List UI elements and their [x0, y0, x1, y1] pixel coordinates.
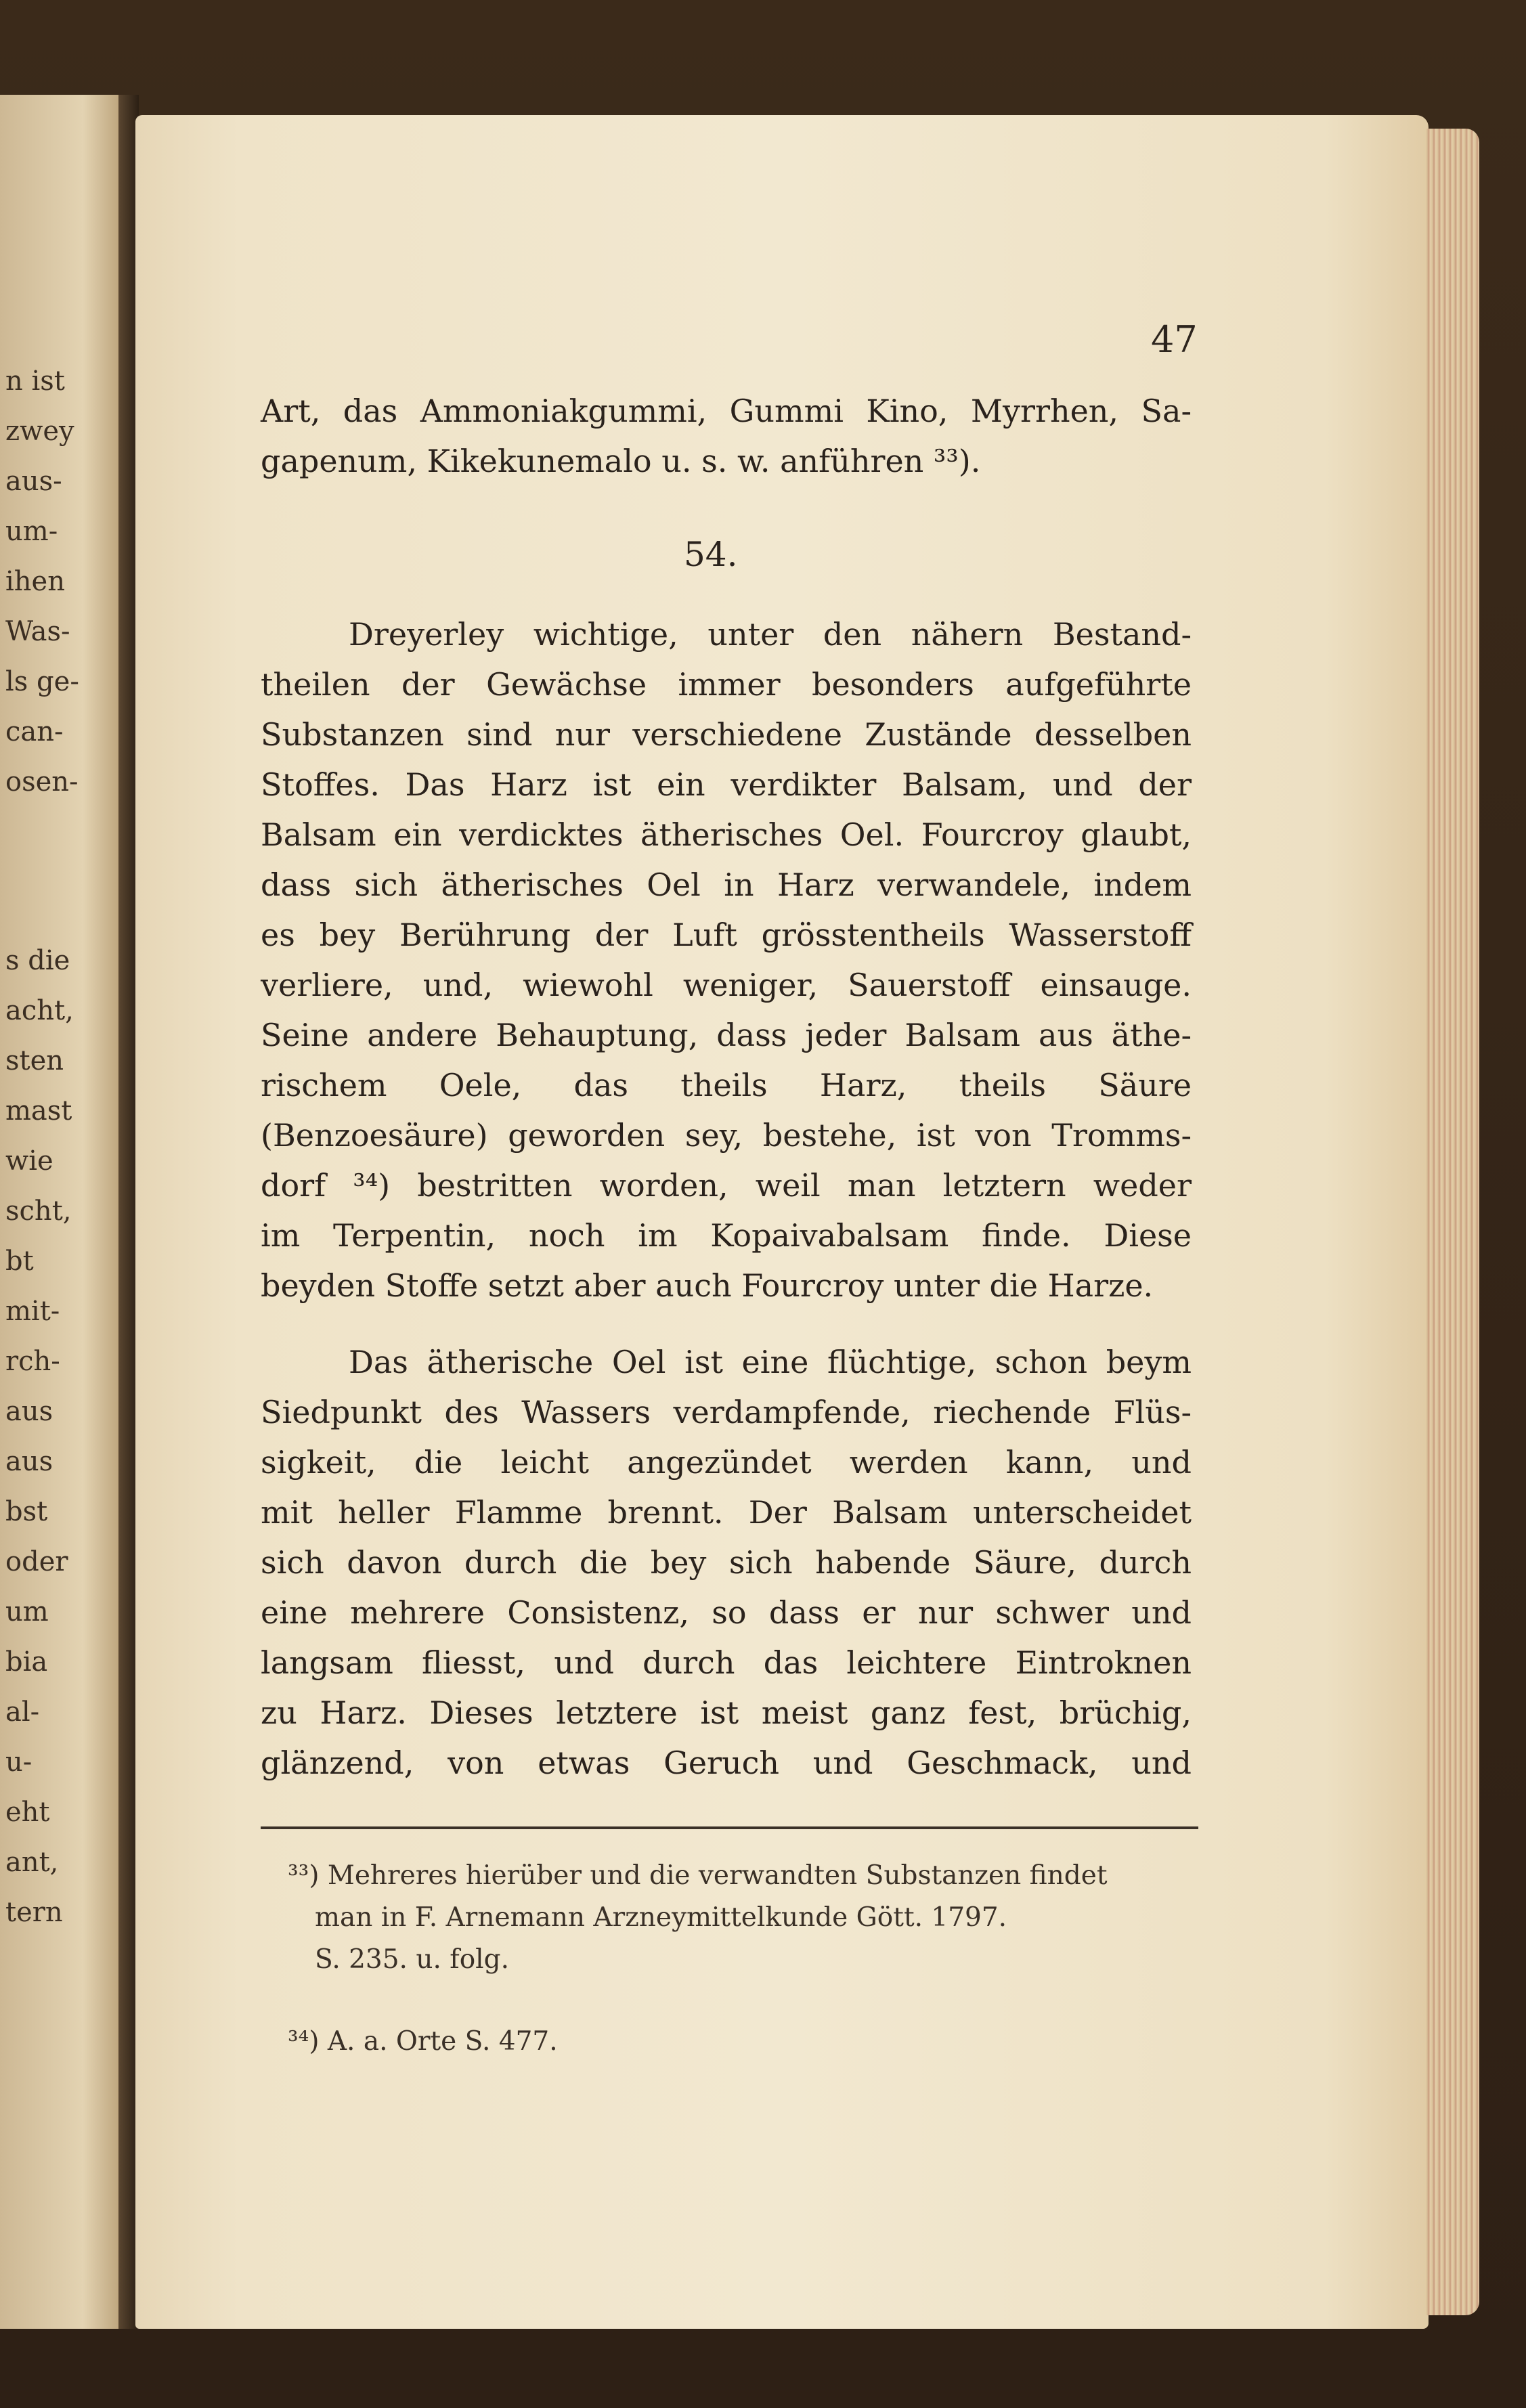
left-page-fragment: um	[5, 1596, 49, 1627]
left-page-fragment: aus-	[5, 466, 62, 497]
left-page-fragment: um-	[5, 516, 58, 547]
footnote-34	[288, 2021, 1198, 2063]
left-page-fragment: acht,	[5, 995, 74, 1026]
text-line: langsam fliesst, und durch das leichtere Eintroknen	[261, 1644, 1192, 1681]
text-line: Seine andere Behauptung, dass jeder Balsam aus äthe-	[261, 1017, 1192, 1053]
text-line: rischem Oele, das theils Harz, theils Säure	[261, 1067, 1192, 1103]
text-line: gapenum, Kikekunemalo u. s. w. anführen ³³).	[261, 443, 981, 479]
left-page-fragment: bt	[5, 1246, 34, 1277]
text-line: dass sich ätherisches Oel in Harz verwandele, indem	[261, 867, 1192, 903]
text-line: beyden Stoffe setzt aber auch Fourcroy unter die Harze.	[261, 1267, 1154, 1304]
text-line: sigkeit, die leicht angezündet werden kann, und	[261, 1444, 1192, 1481]
left-page-fragment: n ist	[5, 366, 65, 397]
text-line: verliere, und, wiewohl weniger, Sauerstoff einsauge.	[261, 967, 1192, 1003]
paragraph-1	[261, 609, 1192, 1311]
left-page-fragment: Was-	[5, 616, 70, 647]
left-page-fragment: wie	[5, 1145, 53, 1177]
left-page-fragment: rch-	[5, 1346, 60, 1377]
text-line: dorf ³⁴) bestritten worden, weil man letztern weder	[261, 1167, 1192, 1204]
left-page-fragment: bst	[5, 1496, 48, 1527]
footnote-line: ³⁴) A. a. Orte S. 477.	[288, 2026, 558, 2057]
left-page-edge	[0, 95, 118, 2329]
left-page-fragment: aus	[5, 1446, 53, 1477]
text-line: Art, das Ammoniakgummi, Gummi Kino, Myrrhen, Sa-	[261, 393, 1192, 429]
left-page-fragment: mast	[5, 1095, 72, 1126]
text-line: eine mehrere Consistenz, so dass er nur schwer und	[261, 1594, 1192, 1631]
left-page-fragment: can-	[5, 716, 64, 747]
left-page-fragment: oder	[5, 1546, 68, 1577]
left-page-fragment: ihen	[5, 566, 65, 597]
left-page-fragment: osen-	[5, 766, 79, 797]
left-page-fragment: u-	[5, 1747, 32, 1778]
text-line: Stoffes. Das Harz ist ein verdikter Balsam, und der	[261, 766, 1192, 803]
text-line: es bey Berührung der Luft grösstentheils Wasserstoff	[261, 917, 1192, 953]
text-line: Das ätherische Oel ist eine flüchtige, schon beym	[349, 1344, 1192, 1380]
text-line: glänzend, von etwas Geruch und Geschmack, und	[261, 1745, 1192, 1781]
text-line: sich davon durch die bey sich habende Säure, durch	[261, 1544, 1192, 1581]
text-line: (Benzoesäure) geworden sey, bestehe, ist von Tromms-	[261, 1117, 1192, 1154]
left-page-fragment: al-	[5, 1696, 40, 1728]
left-page-fragment: s die	[5, 945, 70, 976]
page-number: 47	[1151, 318, 1198, 361]
left-page-fragment: sten	[5, 1045, 64, 1076]
page-block-edge	[1425, 129, 1479, 2315]
text-line: mit heller Flamme brennt. Der Balsam unterscheidet	[261, 1494, 1192, 1531]
left-page-fragment: eht	[5, 1797, 50, 1828]
text-line: Balsam ein verdicktes ätherisches Oel. Fourcroy glaubt,	[261, 816, 1192, 853]
left-page-fragment: ls ge-	[5, 666, 79, 697]
text-line: im Terpentin, noch im Kopaivabalsam finde. Diese	[261, 1217, 1192, 1254]
footnote-line: ³³) Mehreres hierüber und die verwandten Substanzen findet	[288, 1860, 1108, 1891]
left-page-fragment: scht,	[5, 1196, 72, 1227]
footnote-line: man in F. Arnemann Arzneymittelkunde Gött. 1797.	[315, 1902, 1007, 1933]
left-page-fragment: bia	[5, 1646, 48, 1678]
left-page-fragment: mit-	[5, 1296, 60, 1327]
left-page-fragment: ant,	[5, 1847, 59, 1878]
left-page-fragment: aus	[5, 1396, 53, 1427]
footnote-line: S. 235. u. folg.	[315, 1944, 510, 1975]
left-page-fragment: zwey	[5, 416, 74, 447]
paragraph-2	[261, 1337, 1192, 1788]
text-line: zu Harz. Dieses letztere ist meist ganz fest, brüchig,	[261, 1694, 1192, 1731]
text-line: theilen der Gewächse immer besonders aufgeführte	[261, 666, 1192, 703]
text-line: Substanzen sind nur verschiedene Zustände desselben	[261, 716, 1192, 753]
text-line: Siedpunkt des Wassers verdampfende, riechende Flüs-	[261, 1394, 1192, 1430]
left-page-fragment: tern	[5, 1897, 63, 1928]
section-heading: 54.	[684, 535, 738, 574]
footnote-33	[288, 1855, 1198, 1981]
footnote-rule	[261, 1826, 1198, 1829]
text-line: Dreyerley wichtige, unter den nähern Bestand-	[349, 616, 1192, 653]
intro-text	[261, 386, 1192, 486]
